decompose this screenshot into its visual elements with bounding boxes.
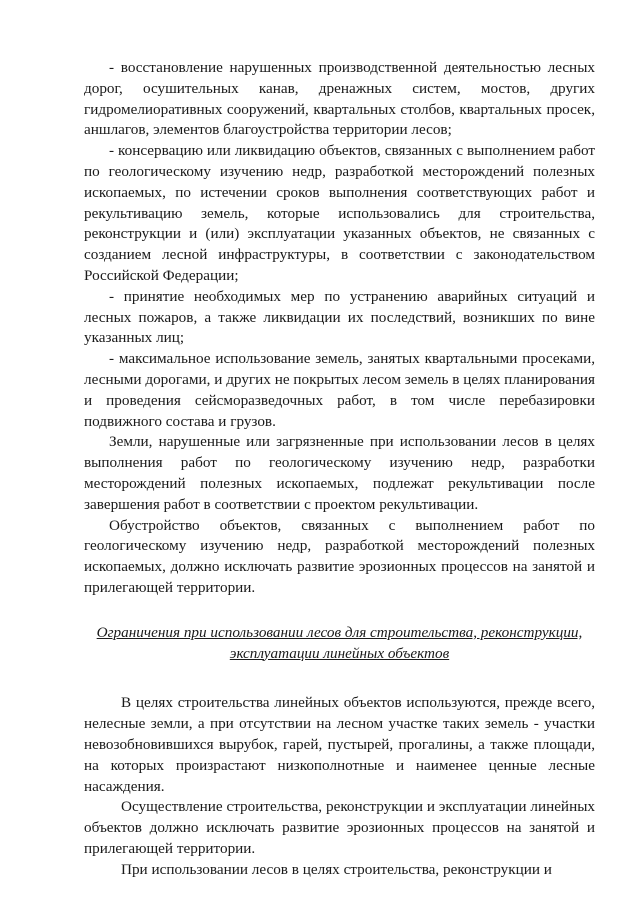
- paragraph-max-land-use: - максимальное использование земель, занятых квартальными просеками, лесными дорогами, и других не покрытых лесом земель в целях планирования и проведения сейсморазведочных работ, в том числе перебазировки подвижного состава и грузов.: [84, 350, 595, 430]
- paragraph-linear-objects-lands: В целях строительства линейных объектов используются, прежде всего, нелесные земли, а при отсутствии на лесном участке таких земель - участки невозобновившихся вырубок, гарей, пустырей, прогалины, а также площади, на которых произрастают низкополнотные и наименее ценные лесные насаждения.: [84, 694, 595, 795]
- section-heading: [84, 623, 595, 665]
- paragraph-emergency-measures: - принятие необходимых мер по устранению аварийных ситуаций и лесных пожаров, а также ликвидации их последствий, возникших по вине указанных лиц;: [84, 287, 595, 347]
- paragraph-linear-objects-usage: При использовании лесов в целях строительства, реконструкции и: [121, 860, 552, 878]
- document-page: [84, 58, 595, 880]
- paragraph-conservation-liquidation: - консервацию или ликвидацию объектов, связанных с выполнением работ по геологическому изучению недр, разработкой месторождений полезных ископаемых, по истечении сроков выполнения соответствующих работ и рекультивацию земель, которые использовались для строительства, реконструкции и (или) эксплуатации указанных объектов, не связанных с созданием лесной инфраструктуры, в соответствии с законодательством Российской Федерации;: [84, 142, 595, 284]
- paragraph-restoration-roads: - восстановление нарушенных производственной деятельностью лесных дорог, осушительных канав, дренажных систем, мостов, других гидромелиоративных сооружений, квартальных столбов, квартальных просек, аншлагов, элементов благоустройства территории лесов;: [84, 59, 595, 139]
- paragraph-linear-objects-erosion: Осуществление строительства, реконструкции и эксплуатации линейных объектов должно исключать развитие эрозионных процессов на занятой и прилегающей территории.: [84, 798, 595, 857]
- paragraph-recultivation: Земли, нарушенные или загрязненные при использовании лесов в целях выполнения работ по геологическому изучению недр, разработки месторождений полезных ископаемых, подлежат рекультивации после завершения работ в соответствии с проектом рекультивации.: [84, 433, 595, 513]
- paragraph-erosion-geology: Обустройство объектов, связанных с выполнением работ по геологическому изучению недр, разработкой месторождений полезных ископаемых, должно исключать развитие эрозионных процессов на занятой и прилегающей территории.: [84, 516, 595, 596]
- section-heading-line-2: эксплуатации линейных объектов: [229, 644, 450, 662]
- section-heading-line-1: Ограничения при использовании лесов для строительства, реконструкции,: [96, 623, 583, 641]
